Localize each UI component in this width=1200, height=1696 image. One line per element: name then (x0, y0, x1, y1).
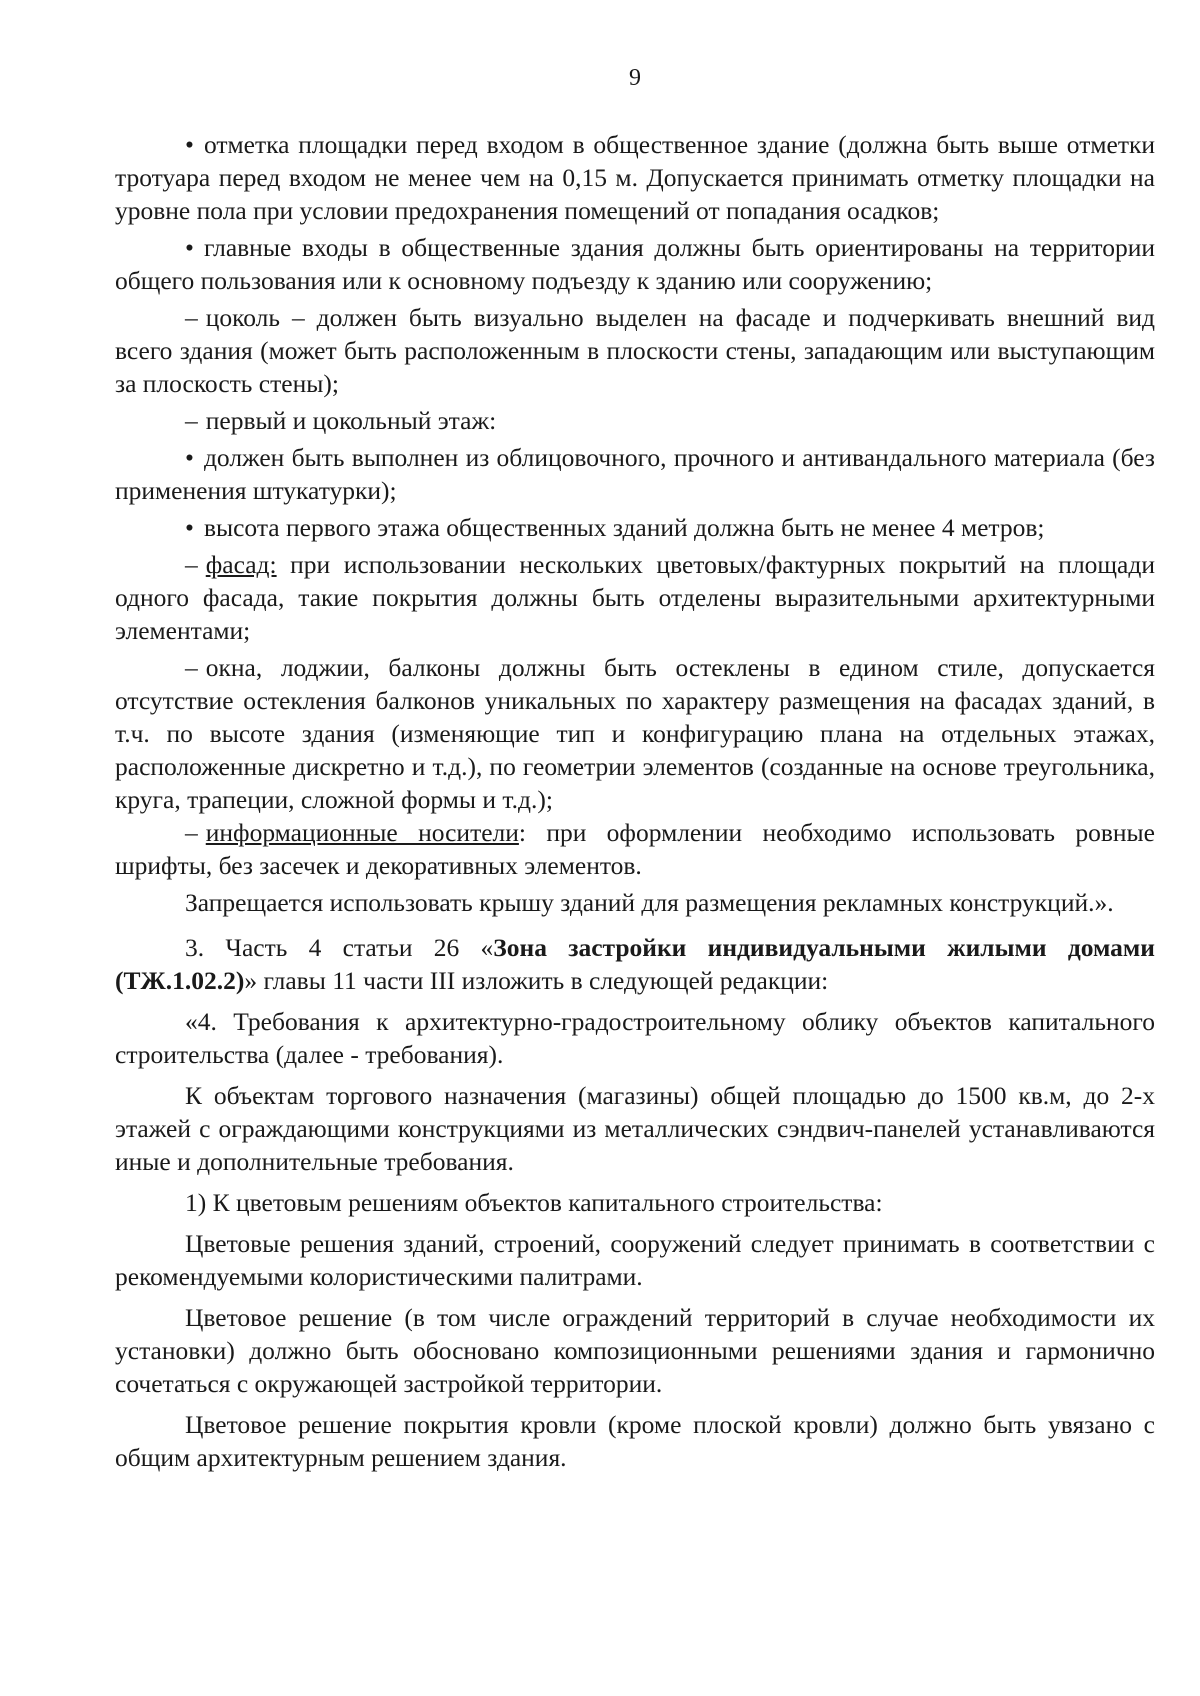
paragraph-text: отметка площадки перед входом в общественное здание (должна быть выше отметки тротуара перед входом не менее чем на 0,15 м. Допускается принимать отметку площадки на уровне пола при условии предохранения помещений от попадания осадков; (115, 130, 1155, 225)
paragraph-text: 3. Часть 4 статьи 26 « (185, 933, 494, 962)
paragraph-text: окна, лоджии, балконы должны быть остеклены в едином стиле, допускается отсутствие остекления балконов уникальных по характеру размещения на фасадах зданий, в т.ч. по высоте здания (изменяющие тип и конфигурацию плана на отдельных этажах, расположенные дискретно и т.д.), по геометрии элементов (созданные на основе треугольника, круга, трапеции, сложной формы и т.д.); (115, 653, 1155, 814)
document-body (115, 128, 1155, 1474)
dash-mark: – (185, 653, 198, 682)
paragraph-bullet-floor-height (115, 511, 1155, 544)
paragraph-color-fences (115, 1301, 1155, 1400)
paragraph-dash-first-floor (115, 404, 1155, 437)
paragraph-bullet-cladding (115, 441, 1155, 507)
zone-title: Зона застройки индивидуальными жилыми домами (ТЖ.1.02.2) (115, 933, 1155, 995)
paragraph-text: высота первого этажа общественных зданий должна быть не менее 4 метров; (203, 513, 1045, 542)
dash-mark: – (185, 303, 198, 332)
paragraph-text: Запрещается использовать крышу зданий для размещения рекламных конструкций.». (185, 888, 1114, 917)
paragraph-item-3 (115, 931, 1155, 997)
paragraph-bullet-main-entrances (115, 231, 1155, 297)
paragraph-roof-ads (115, 886, 1155, 919)
paragraph-roof-color (115, 1408, 1155, 1474)
bullet-icon: • (185, 130, 194, 159)
paragraph-text: цоколь – должен быть визуально выделен на фасаде и подчеркивать внешний вид всего здания (может быть расположенным в плоскости стены, западающим или выступающим за плоскость стены); (115, 303, 1155, 398)
dash-mark: – (185, 818, 198, 847)
paragraph-color-heading (115, 1186, 1155, 1219)
bullet-icon: • (185, 233, 194, 262)
facade-term: фасад: (205, 550, 277, 579)
paragraph-text: 1) К цветовым решениям объектов капитального строительства: (185, 1188, 883, 1217)
paragraph-text: Цветовое решение (в том числе ограждений территорий в случае необходимости их установки) должно быть обосновано композиционными решениями здания и гармонично сочетаться с окружающей застройкой территории. (115, 1303, 1155, 1398)
paragraph-dash-info-carriers (115, 816, 1155, 882)
paragraph-text: главные входы в общественные здания должны быть ориентированы на территории общего пользования или к основному подъезду к зданию или сооружению; (115, 233, 1155, 295)
info-carriers-term: информационные носители (205, 818, 519, 847)
paragraph-dash-windows (115, 651, 1155, 816)
dash-mark: – (185, 550, 198, 579)
paragraph-dash-plinth (115, 301, 1155, 400)
bullet-icon: • (185, 513, 194, 542)
paragraph-text: должен быть выполнен из облицовочного, прочного и антивандального материала (без применения штукатурки); (115, 443, 1155, 505)
paragraph-text: К объектам торгового назначения (магазины) общей площадью до 1500 кв.м, до 2-х этажей с ограждающими конструкциями из металлических сэндвич-панелей устанавливаются иные и дополнительные требования. (115, 1081, 1155, 1176)
paragraph-text: : при оформлении необходимо использовать ровные шрифты, без засечек и декоративных элементов. (115, 818, 1155, 880)
paragraph-text: первый и цокольный этаж: (205, 406, 497, 435)
paragraph-text: Цветовые решения зданий, строений, сооружений следует принимать в соответствии с рекомендуемыми колористическими палитрами. (115, 1229, 1155, 1291)
paragraph-retail-objects (115, 1079, 1155, 1178)
paragraph-requirements-title (115, 1005, 1155, 1071)
bullet-icon: • (185, 443, 194, 472)
paragraph-bullet-entrance-level (115, 128, 1155, 227)
paragraph-text: » главы 11 части III изложить в следующей редакции: (244, 966, 829, 995)
paragraph-text: при использовании нескольких цветовых/фактурных покрытий на площади одного фасада, такие покрытия должны быть отделены выразительными архитектурными элементами; (115, 550, 1155, 645)
dash-mark: – (185, 406, 198, 435)
paragraph-color-palettes (115, 1227, 1155, 1293)
paragraph-dash-facade (115, 548, 1155, 647)
paragraph-text: «4. Требования к архитектурно-градостроительному облику объектов капитального строительства (далее - требования). (115, 1007, 1155, 1069)
paragraph-text: Цветовое решение покрытия кровли (кроме плоской кровли) должно быть увязано с общим архитектурным решением здания. (115, 1410, 1155, 1472)
page-number: 9 (629, 65, 641, 91)
